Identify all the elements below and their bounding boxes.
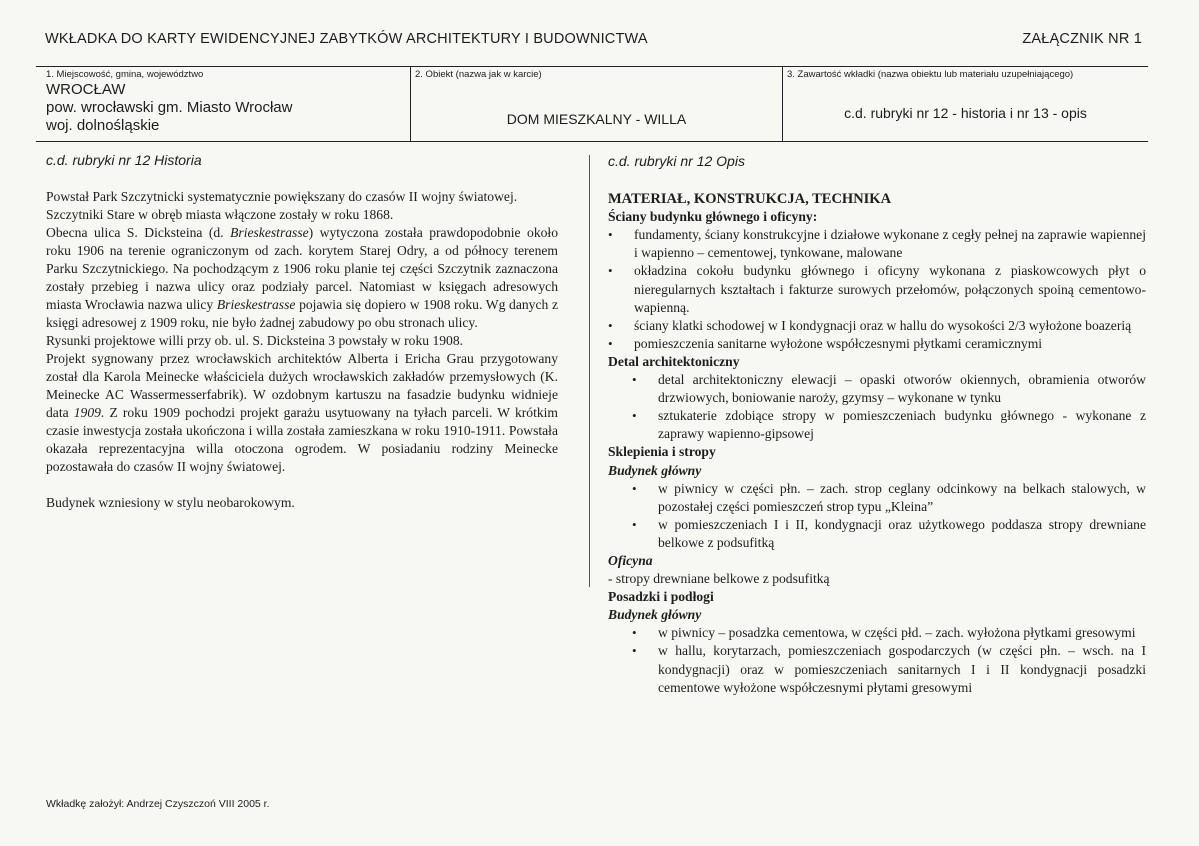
description-column	[608, 152, 1146, 697]
location-province: woj. dolnośląskie	[46, 117, 160, 134]
paragraph-gap	[46, 476, 558, 494]
section-title: MATERIAŁ, KONSTRUKCJA, TECHNIKA	[608, 191, 892, 208]
vaults-annex-item: - stropy drewniane belkowe z podsufitką	[608, 571, 830, 587]
history-paragraph: Rysunki projektowe willi przy ob. ul. S. Dicksteina 3 powstały w roku 1908.	[46, 333, 464, 348]
list-item: • detal architektoniczny elewacji – opaski otworów okiennych, obramienia otworów drzwiowych, boniowanie naroży, gzymsy – wykonane w tynku	[608, 371, 1146, 407]
location-city: WROCŁAW	[46, 81, 126, 98]
history-paragraph: Budynek wzniesiony w stylu neobarokowym.	[46, 495, 295, 510]
floors-main-heading: Budynek główny	[608, 607, 702, 623]
list-item: • w pomieszczeniach I i II, kondygnacji oraz użytkowego poddasza stropy drewniane belkowe z podsufitką	[608, 516, 1146, 552]
location-county: pow. wrocławski gm. Miasto Wrocław	[46, 99, 293, 116]
info-box	[36, 66, 1148, 142]
history-paragraph: Obecna ulica S. Dicksteina (d. Brieskestrasse) wytyczona została prawdopodobnie około roku 1906 na terenie ograniczonym od zach. korytem Starej Odry, a od północy terenem Parku Szczytnickiego. Na pochodzącym z 1906 roku planie tej części Szczytnik zaznaczona zostały przebieg i nazwa ulicy oraz podziały parcel. Natomiast w księgach adresowych miasta Wrocławia nazwa ulicy Brieskestrasse pojawia się dopiero w 1908 roku. Wg danych z księgi adresowej z 1909 roku, nie było żadnej zabudowy po obu stronach ulicy.	[46, 225, 559, 330]
list-item: • fundamenty, ściany konstrukcyjne i działowe wykonane z cegły pełnej na zaprawie wapiennej i wapienno – cementowej, tynkowane, malowane	[608, 226, 1146, 262]
history-column	[46, 152, 558, 512]
object-label: 2. Obiekt (nazwa jak w karcie)	[415, 69, 542, 80]
list-item: • w piwnicy – posadzka cementowa, w części płd. – zach. wyłożona płytkami gresowymi	[608, 624, 1146, 642]
location-label: 1. Miejscowość, gmina, województwo	[46, 69, 204, 80]
object-value: DOM MIESZKALNY - WILLA	[506, 111, 687, 127]
footer-author: Wkładkę założył: Andrzej Czyszczoń VIII 2005 r.	[46, 798, 270, 810]
list-item: • okładzina cokołu budynku głównego i oficyny wykonana z piaskowcowych płyt o nieregularnych kształtach i fakturze surowych przełomów, połączonych spoiną cementowo-wapienną.	[608, 262, 1146, 316]
list-item: • pomieszczenia sanitarne wyłożone współczesnymi płytkami ceramicznymi	[608, 335, 1146, 353]
history-paragraph: Szczytniki Stare w obręb miasta włączone zostały w roku 1868.	[46, 207, 394, 222]
list-item: • w hallu, korytarzach, pomieszczeniach gospodarczych (w części płn. – wsch. na I kondygnacji) oraz w pomieszczeniach sanitarnych I i II kondygnacji posadzki cementowe wyłożone współczesnymi płytami gresowymi	[608, 642, 1146, 696]
history-paragraph: Powstał Park Szczytnicki systematycznie powiększany do czasów II wojny światowej.	[46, 189, 518, 204]
vaults-heading: Sklepienia i stropy	[608, 444, 716, 460]
list-item: • sztukaterie zdobiące stropy w pomieszczeniach budynku głównego - wykonane z zaprawy wapienno-gipsowej	[608, 407, 1146, 443]
history-paragraph: Projekt sygnowany przez wrocławskich architektów Alberta i Ericha Grau przygotowany został dla Karola Meinecke właściciela dużych wrocławskich zakładów przemysłowych (K. Meinecke AC Wassermesserfabrik). W ozdobnym kartuszu na fasadzie budynku widnieje data 1909. Z roku 1909 pochodzi projekt garażu usytuowany na tyłach parceli. W krótkim czasie inwestycja została ukończona i willa została zamieszkana w roku 1910-1911. Powstała okazała reprezentacyjna willa otoczona ogrodem. W posiadaniu rodziny Meinecke pozostawała do czasów II wojny światowej.	[46, 351, 558, 474]
column-divider	[589, 155, 590, 587]
content-value: c.d. rubryki nr 12 - historia i nr 13 - opis	[844, 105, 1087, 121]
vaults-main-list	[608, 480, 1146, 552]
walls-heading: Ściany budynku głównego i oficyny:	[608, 209, 818, 225]
content-cell	[782, 67, 1148, 141]
description-heading: c.d. rubryki nr 12 Opis	[608, 153, 745, 169]
walls-list	[608, 226, 1146, 353]
history-heading: c.d. rubryki nr 12 Historia	[46, 152, 202, 168]
location-cell	[36, 67, 410, 141]
annex-label: ZAŁĄCZNIK NR 1	[1022, 31, 1142, 47]
detail-list	[608, 371, 1146, 443]
document-title: WKŁADKA DO KARTY EWIDENCYJNEJ ZABYTKÓW ARCHITEKTURY I BUDOWNICTWA	[45, 31, 648, 47]
list-item: • ściany klatki schodowej w I kondygnacji oraz w hallu do wysokości 2/3 wyłożone boazerią	[608, 317, 1146, 335]
floors-main-list	[608, 624, 1146, 696]
vaults-annex-heading: Oficyna	[608, 552, 653, 568]
object-cell	[410, 67, 782, 141]
vaults-main-heading: Budynek główny	[608, 462, 702, 478]
floors-heading: Posadzki i podłogi	[608, 589, 714, 605]
content-label: 3. Zawartość wkładki (nazwa obiektu lub materiału uzupełniającego)	[787, 69, 1074, 80]
detail-heading: Detal architektoniczny	[608, 353, 740, 369]
list-item: • w piwnicy w części płn. – zach. strop ceglany odcinkowy na belkach stalowych, w pozostałej części pomieszczeń strop typu „Kleina”	[608, 480, 1146, 516]
